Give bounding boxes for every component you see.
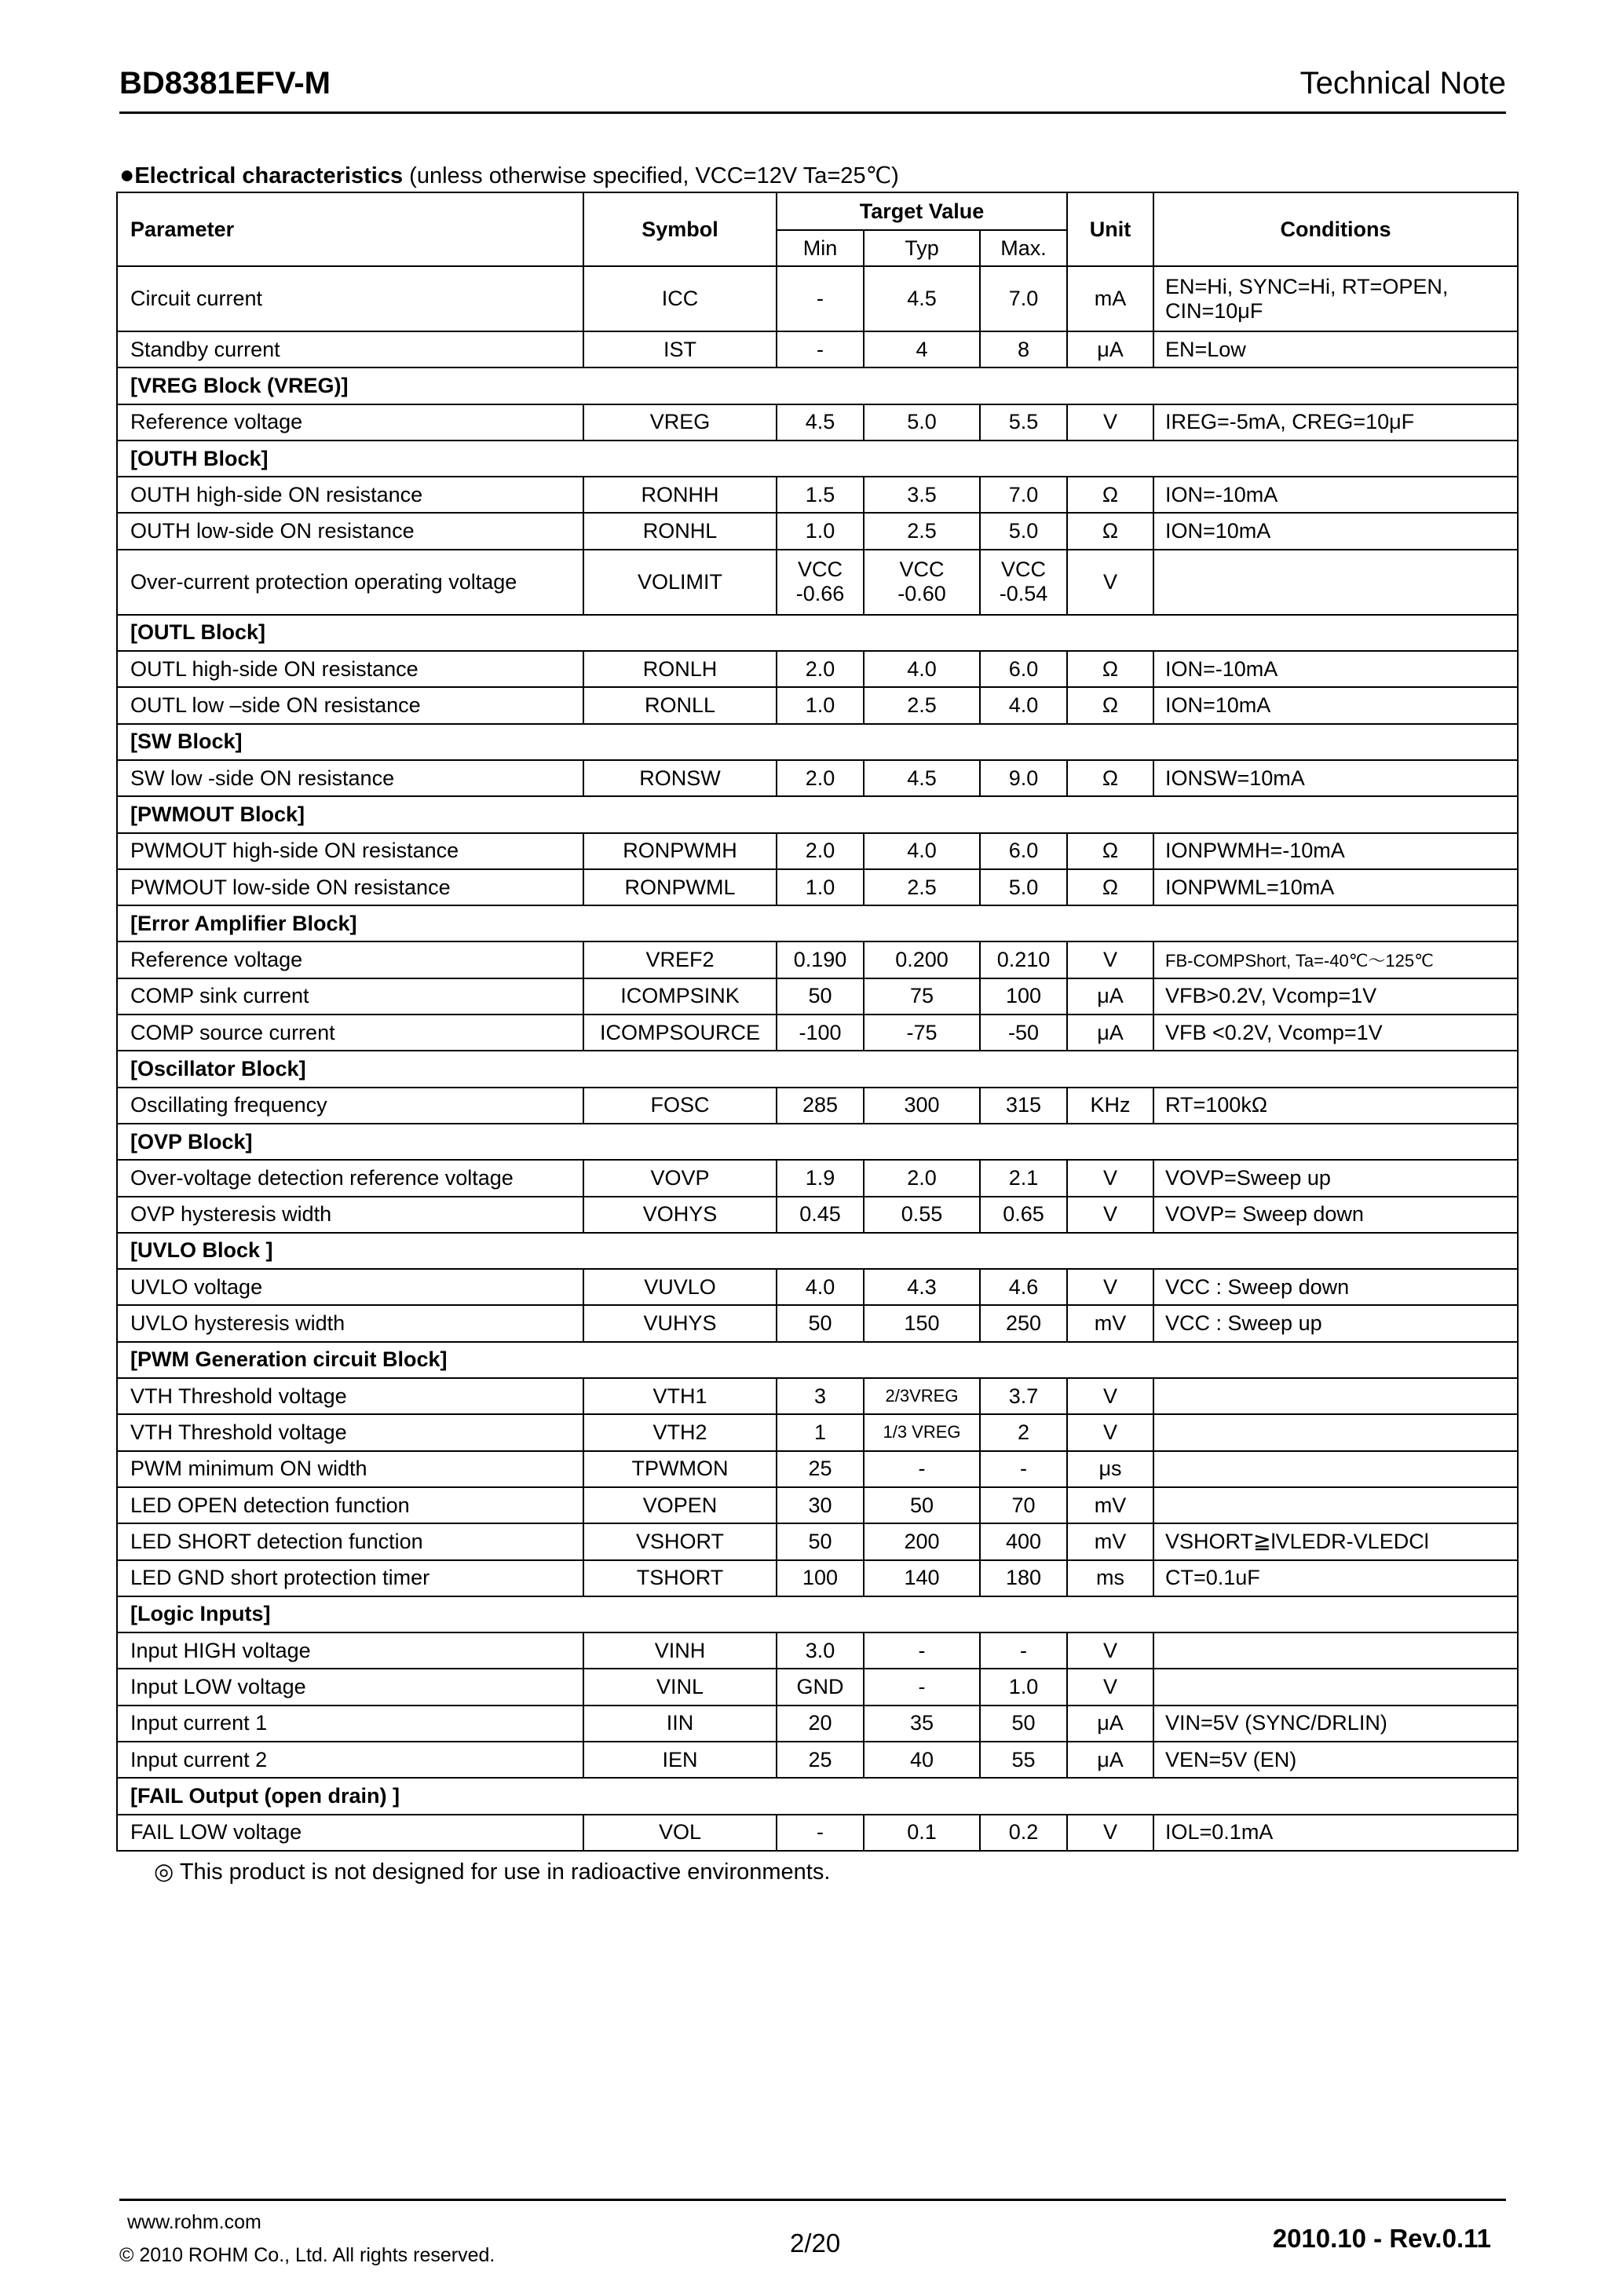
- max-value: VCC: [1000, 558, 1046, 582]
- symbol-cell: RONLH: [583, 651, 777, 687]
- block-header-row: [117, 1124, 1518, 1160]
- min-cell: GND: [777, 1669, 864, 1705]
- min-cell: -100: [777, 1015, 864, 1051]
- typ-cell: -: [864, 1632, 980, 1669]
- typ-cell: 0.55: [864, 1197, 980, 1233]
- typ-cell: [864, 550, 980, 615]
- max-cell: 2.1: [980, 1160, 1067, 1196]
- unit-cell: V: [1067, 1414, 1153, 1450]
- min-cell: 50: [777, 978, 864, 1015]
- max-cell: 100: [980, 978, 1067, 1015]
- max-cell: 55: [980, 1742, 1067, 1778]
- symbol-cell: VTH2: [583, 1414, 777, 1450]
- block-title: [OVP Block]: [117, 1124, 1518, 1160]
- conditions-cell: FB-COMPShort, Ta=-40℃～125℃: [1153, 941, 1518, 978]
- table-row: [117, 1269, 1518, 1305]
- min-cell: 2.0: [777, 833, 864, 869]
- max-cell: 7.0: [980, 477, 1067, 513]
- max-cell: 5.0: [980, 869, 1067, 905]
- block-title: [Logic Inputs]: [117, 1596, 1518, 1632]
- symbol-cell: VINL: [583, 1669, 777, 1705]
- typ-cell: 4.3: [864, 1269, 980, 1305]
- typ-cell: -: [864, 1669, 980, 1705]
- unit-cell: mA: [1067, 266, 1153, 331]
- conditions-cell: VFB>0.2V, Vcomp=1V: [1153, 978, 1518, 1015]
- symbol-cell: RONPWML: [583, 869, 777, 905]
- max-cell: 9.0: [980, 760, 1067, 796]
- block-header-row: [117, 1051, 1518, 1087]
- min-cell: 1.5: [777, 477, 864, 513]
- max-cell: 180: [980, 1560, 1067, 1596]
- parameter-cell: LED SHORT detection function: [117, 1523, 583, 1559]
- header-conditions: Conditions: [1153, 192, 1518, 266]
- parameter-cell: PWMOUT low-side ON resistance: [117, 869, 583, 905]
- parameter-cell: Circuit current: [117, 266, 583, 331]
- max-cell: 3.7: [980, 1378, 1067, 1414]
- table-row: [117, 1742, 1518, 1778]
- unit-cell: V: [1067, 1378, 1153, 1414]
- unit-cell: V: [1067, 1269, 1153, 1305]
- min-cell: -: [777, 1815, 864, 1851]
- unit-cell: V: [1067, 404, 1153, 441]
- parameter-cell: VTH Threshold voltage: [117, 1414, 583, 1450]
- typ-cell: 40: [864, 1742, 980, 1778]
- max-cell: 5.5: [980, 404, 1067, 441]
- min-cell: 1.0: [777, 869, 864, 905]
- max-cell: -: [980, 1632, 1067, 1669]
- symbol-cell: TPWMON: [583, 1451, 777, 1487]
- min-value: VCC: [797, 558, 843, 582]
- min-cell: 1: [777, 1414, 864, 1450]
- unit-cell: μA: [1067, 331, 1153, 367]
- table-row: [117, 1197, 1518, 1233]
- symbol-cell: VTH1: [583, 1378, 777, 1414]
- table-row: [117, 651, 1518, 687]
- min-cell: 3: [777, 1378, 864, 1414]
- conditions-cell: [1153, 1451, 1518, 1487]
- header-unit: Unit: [1067, 192, 1153, 266]
- block-title: [VREG Block (VREG)]: [117, 367, 1518, 404]
- min-cell: 4.5: [777, 404, 864, 441]
- block-header-row: [117, 724, 1518, 760]
- max-cell: [980, 550, 1067, 615]
- table-row: [117, 1451, 1518, 1487]
- symbol-cell: VUVLO: [583, 1269, 777, 1305]
- table-row: [117, 1815, 1518, 1851]
- block-header-row: [117, 1596, 1518, 1632]
- max-cell: 0.65: [980, 1197, 1067, 1233]
- symbol-cell: ICOMPSINK: [583, 978, 777, 1015]
- section-subtitle: (unless otherwise specified, VCC=12V Ta=25℃): [403, 163, 899, 188]
- conditions-cell: VCC : Sweep up: [1153, 1305, 1518, 1341]
- conditions-cell: [1153, 266, 1518, 331]
- min-cell: 285: [777, 1088, 864, 1124]
- table-row: [117, 404, 1518, 441]
- block-header-row: [117, 1778, 1518, 1814]
- symbol-cell: ICOMPSOURCE: [583, 1015, 777, 1051]
- unit-cell: μA: [1067, 1706, 1153, 1742]
- max-value-line2: -0.54: [999, 582, 1048, 606]
- section-title: [119, 160, 899, 189]
- max-cell: 4.6: [980, 1269, 1067, 1305]
- conditions-cell: [1153, 1632, 1518, 1669]
- symbol-cell: IEN: [583, 1742, 777, 1778]
- part-number: BD8381EFV-M: [119, 66, 331, 101]
- symbol-cell: ICC: [583, 266, 777, 331]
- typ-cell: 35: [864, 1706, 980, 1742]
- min-cell: 3.0: [777, 1632, 864, 1669]
- table-row: [117, 1706, 1518, 1742]
- unit-cell: mV: [1067, 1523, 1153, 1559]
- max-cell: 50: [980, 1706, 1067, 1742]
- section-heading: Electrical characteristics: [134, 163, 404, 188]
- unit-cell: ms: [1067, 1560, 1153, 1596]
- unit-cell: Ω: [1067, 869, 1153, 905]
- typ-cell: 150: [864, 1305, 980, 1341]
- parameter-cell: Input HIGH voltage: [117, 1632, 583, 1669]
- min-cell: 25: [777, 1742, 864, 1778]
- parameter-cell: Standby current: [117, 331, 583, 367]
- unit-cell: V: [1067, 550, 1153, 615]
- typ-cell: 50: [864, 1487, 980, 1523]
- table-row: [117, 513, 1518, 549]
- typ-value-line2: -0.60: [897, 582, 946, 606]
- symbol-cell: VREF2: [583, 941, 777, 978]
- typ-cell: 75: [864, 978, 980, 1015]
- parameter-cell: LED OPEN detection function: [117, 1487, 583, 1523]
- block-title: [Oscillator Block]: [117, 1051, 1518, 1087]
- typ-cell: 4.5: [864, 760, 980, 796]
- min-cell: 1.0: [777, 513, 864, 549]
- typ-cell: 1/3 VREG: [864, 1414, 980, 1450]
- footer-rule: [119, 2199, 1506, 2201]
- min-cell: -: [777, 331, 864, 367]
- conditions-cell: VIN=5V (SYNC/DRLIN): [1153, 1706, 1518, 1742]
- block-header-row: [117, 367, 1518, 404]
- table-row: [117, 1305, 1518, 1341]
- symbol-cell: VOPEN: [583, 1487, 777, 1523]
- block-title: [PWMOUT Block]: [117, 796, 1518, 832]
- table-row: [117, 1088, 1518, 1124]
- typ-cell: 4.0: [864, 833, 980, 869]
- unit-cell: V: [1067, 1815, 1153, 1851]
- unit-cell: Ω: [1067, 687, 1153, 723]
- header-symbol: Symbol: [583, 192, 777, 266]
- max-cell: 4.0: [980, 687, 1067, 723]
- conditions-cell: EN=Low: [1153, 331, 1518, 367]
- typ-cell: -75: [864, 1015, 980, 1051]
- min-cell: 4.0: [777, 1269, 864, 1305]
- max-cell: -50: [980, 1015, 1067, 1051]
- unit-cell: V: [1067, 1197, 1153, 1233]
- typ-cell: 4.0: [864, 651, 980, 687]
- typ-cell: 2.5: [864, 687, 980, 723]
- unit-cell: mV: [1067, 1305, 1153, 1341]
- block-title: [OUTL Block]: [117, 615, 1518, 651]
- unit-cell: V: [1067, 1632, 1153, 1669]
- conditions-cell: [1153, 1378, 1518, 1414]
- conditions-cell: ION=10mA: [1153, 687, 1518, 723]
- typ-value: VCC: [899, 558, 945, 582]
- parameter-cell: LED GND short protection timer: [117, 1560, 583, 1596]
- typ-cell: 0.1: [864, 1815, 980, 1851]
- table-row: [117, 833, 1518, 869]
- typ-cell: 3.5: [864, 477, 980, 513]
- conditions-cell: VEN=5V (EN): [1153, 1742, 1518, 1778]
- block-title: [UVLO Block ]: [117, 1233, 1518, 1269]
- parameter-cell: Reference voltage: [117, 404, 583, 441]
- header-rule: [119, 112, 1506, 114]
- conditions-cell: ION=-10mA: [1153, 651, 1518, 687]
- unit-cell: V: [1067, 1669, 1153, 1705]
- max-cell: 6.0: [980, 651, 1067, 687]
- unit-cell: Ω: [1067, 477, 1153, 513]
- max-cell: -: [980, 1451, 1067, 1487]
- max-cell: 8: [980, 331, 1067, 367]
- unit-cell: mV: [1067, 1487, 1153, 1523]
- typ-cell: 2.0: [864, 1160, 980, 1196]
- typ-cell: 2.5: [864, 513, 980, 549]
- electrical-characteristics-table: [116, 192, 1519, 1852]
- parameter-cell: OVP hysteresis width: [117, 1197, 583, 1233]
- parameter-cell: FAIL LOW voltage: [117, 1815, 583, 1851]
- symbol-cell: RONLL: [583, 687, 777, 723]
- footer-url[interactable]: www.rohm.com: [127, 2211, 261, 2233]
- header-parameter: Parameter: [117, 192, 583, 266]
- parameter-cell: OUTL high-side ON resistance: [117, 651, 583, 687]
- symbol-cell: VOLIMIT: [583, 550, 777, 615]
- block-title: [FAIL Output (open drain) ]: [117, 1778, 1518, 1814]
- symbol-cell: RONPWMH: [583, 833, 777, 869]
- table-row: [117, 687, 1518, 723]
- unit-cell: Ω: [1067, 760, 1153, 796]
- max-cell: 1.0: [980, 1669, 1067, 1705]
- table-row: [117, 1669, 1518, 1705]
- table-row: [117, 477, 1518, 513]
- symbol-cell: RONSW: [583, 760, 777, 796]
- typ-cell: 2.5: [864, 869, 980, 905]
- header-min: Min: [777, 230, 864, 266]
- unit-cell: Ω: [1067, 651, 1153, 687]
- table-row: [117, 978, 1518, 1015]
- max-cell: 0.2: [980, 1815, 1067, 1851]
- block-header-row: [117, 1342, 1518, 1378]
- parameter-cell: OUTL low –side ON resistance: [117, 687, 583, 723]
- table-row: [117, 1560, 1518, 1596]
- min-cell: 30: [777, 1487, 864, 1523]
- unit-cell: Ω: [1067, 513, 1153, 549]
- min-value-line2: -0.66: [795, 582, 845, 606]
- symbol-cell: IST: [583, 331, 777, 367]
- min-cell: 1.0: [777, 687, 864, 723]
- header-max: Max.: [980, 230, 1067, 266]
- condition-line1: EN=Hi, SYNC=Hi, RT=OPEN,: [1165, 274, 1449, 298]
- parameter-cell: COMP source current: [117, 1015, 583, 1051]
- condition-line2: CIN=10μF: [1165, 298, 1263, 323]
- unit-cell: Ω: [1067, 833, 1153, 869]
- min-cell: -: [777, 266, 864, 331]
- conditions-cell: RT=100kΩ: [1153, 1088, 1518, 1124]
- typ-cell: 300: [864, 1088, 980, 1124]
- min-cell: 100: [777, 1560, 864, 1596]
- table-row: [117, 550, 1518, 615]
- block-header-row: [117, 905, 1518, 941]
- max-cell: 2: [980, 1414, 1067, 1450]
- parameter-cell: Oscillating frequency: [117, 1088, 583, 1124]
- page-number: 2/20: [790, 2228, 841, 2258]
- unit-cell: μA: [1067, 1742, 1153, 1778]
- min-cell: 0.45: [777, 1197, 864, 1233]
- table-row: [117, 1632, 1518, 1669]
- symbol-cell: VINH: [583, 1632, 777, 1669]
- table-row: [117, 1160, 1518, 1196]
- parameter-cell: Over-current protection operating voltage: [117, 550, 583, 615]
- max-cell: 70: [980, 1487, 1067, 1523]
- conditions-cell: IOL=0.1mA: [1153, 1815, 1518, 1851]
- symbol-cell: RONHH: [583, 477, 777, 513]
- parameter-cell: VTH Threshold voltage: [117, 1378, 583, 1414]
- unit-cell: V: [1067, 1160, 1153, 1196]
- max-cell: 7.0: [980, 266, 1067, 331]
- conditions-cell: IONPWMH=-10mA: [1153, 833, 1518, 869]
- block-title: [PWM Generation circuit Block]: [117, 1342, 1518, 1378]
- table-row: [117, 869, 1518, 905]
- table-row: [117, 1414, 1518, 1450]
- block-title: [Error Amplifier Block]: [117, 905, 1518, 941]
- bullet-icon: ●: [119, 160, 135, 188]
- conditions-cell: VCC : Sweep down: [1153, 1269, 1518, 1305]
- unit-cell: μA: [1067, 978, 1153, 1015]
- symbol-cell: VUHYS: [583, 1305, 777, 1341]
- conditions-cell: [1153, 1487, 1518, 1523]
- unit-cell: KHz: [1067, 1088, 1153, 1124]
- typ-cell: 140: [864, 1560, 980, 1596]
- parameter-cell: Over-voltage detection reference voltage: [117, 1160, 583, 1196]
- min-cell: 50: [777, 1305, 864, 1341]
- conditions-cell: [1153, 1669, 1518, 1705]
- max-cell: 315: [980, 1088, 1067, 1124]
- unit-cell: μs: [1067, 1451, 1153, 1487]
- conditions-cell: IREG=-5mA, CREG=10μF: [1153, 404, 1518, 441]
- parameter-cell: Reference voltage: [117, 941, 583, 978]
- symbol-cell: FOSC: [583, 1088, 777, 1124]
- typ-cell: 0.200: [864, 941, 980, 978]
- document-type: Technical Note: [1299, 66, 1506, 101]
- parameter-cell: Input current 2: [117, 1742, 583, 1778]
- max-cell: 400: [980, 1523, 1067, 1559]
- parameter-cell: PWMOUT high-side ON resistance: [117, 833, 583, 869]
- table-row: [117, 1523, 1518, 1559]
- parameter-cell: PWM minimum ON width: [117, 1451, 583, 1487]
- symbol-cell: VREG: [583, 404, 777, 441]
- block-header-row: [117, 1233, 1518, 1269]
- parameter-cell: UVLO hysteresis width: [117, 1305, 583, 1341]
- min-cell: [777, 550, 864, 615]
- typ-cell: 2/3VREG: [864, 1378, 980, 1414]
- block-header-row: [117, 441, 1518, 477]
- min-cell: 20: [777, 1706, 864, 1742]
- conditions-cell: ION=10mA: [1153, 513, 1518, 549]
- conditions-cell: VSHORT≧lVLEDR-VLEDCl: [1153, 1523, 1518, 1559]
- footer-copyright: © 2010 ROHM Co., Ltd. All rights reserved.: [119, 2244, 495, 2266]
- block-header-row: [117, 796, 1518, 832]
- conditions-cell: [1153, 1414, 1518, 1450]
- parameter-cell: SW low -side ON resistance: [117, 760, 583, 796]
- radiation-note: ◎ This product is not designed for use in radioactive environments.: [154, 1859, 831, 1885]
- header-target-value: Target Value: [777, 192, 1067, 230]
- table-row: [117, 1378, 1518, 1414]
- unit-cell: μA: [1067, 1015, 1153, 1051]
- symbol-cell: VSHORT: [583, 1523, 777, 1559]
- conditions-cell: IONSW=10mA: [1153, 760, 1518, 796]
- parameter-cell: Input current 1: [117, 1706, 583, 1742]
- block-title: [OUTH Block]: [117, 441, 1518, 477]
- min-cell: 2.0: [777, 651, 864, 687]
- symbol-cell: VOL: [583, 1815, 777, 1851]
- typ-cell: 200: [864, 1523, 980, 1559]
- table-row: [117, 760, 1518, 796]
- conditions-cell: VFB <0.2V, Vcomp=1V: [1153, 1015, 1518, 1051]
- min-cell: 0.190: [777, 941, 864, 978]
- symbol-cell: TSHORT: [583, 1560, 777, 1596]
- symbol-cell: VOHYS: [583, 1197, 777, 1233]
- typ-cell: 5.0: [864, 404, 980, 441]
- max-cell: 250: [980, 1305, 1067, 1341]
- min-cell: 25: [777, 1451, 864, 1487]
- header-typ: Typ: [864, 230, 980, 266]
- parameter-cell: Input LOW voltage: [117, 1669, 583, 1705]
- conditions-cell: CT=0.1uF: [1153, 1560, 1518, 1596]
- max-cell: 0.210: [980, 941, 1067, 978]
- parameter-cell: OUTH low-side ON resistance: [117, 513, 583, 549]
- symbol-cell: RONHL: [583, 513, 777, 549]
- typ-cell: -: [864, 1451, 980, 1487]
- table-row: [117, 266, 1518, 331]
- parameter-cell: COMP sink current: [117, 978, 583, 1015]
- typ-cell: 4: [864, 331, 980, 367]
- parameter-cell: OUTH high-side ON resistance: [117, 477, 583, 513]
- conditions-cell: ION=-10mA: [1153, 477, 1518, 513]
- conditions-cell: [1153, 550, 1518, 615]
- table-row: [117, 941, 1518, 978]
- min-cell: 50: [777, 1523, 864, 1559]
- conditions-cell: VOVP= Sweep down: [1153, 1197, 1518, 1233]
- min-cell: 2.0: [777, 760, 864, 796]
- block-title: [SW Block]: [117, 724, 1518, 760]
- typ-cell: 4.5: [864, 266, 980, 331]
- conditions-cell: IONPWML=10mA: [1153, 869, 1518, 905]
- conditions-cell: VOVP=Sweep up: [1153, 1160, 1518, 1196]
- symbol-cell: VOVP: [583, 1160, 777, 1196]
- revision: 2010.10 - Rev.0.11: [1272, 2224, 1491, 2253]
- table-row: [117, 331, 1518, 367]
- max-cell: 5.0: [980, 513, 1067, 549]
- table-row: [117, 1015, 1518, 1051]
- parameter-cell: UVLO voltage: [117, 1269, 583, 1305]
- symbol-cell: IIN: [583, 1706, 777, 1742]
- min-cell: 1.9: [777, 1160, 864, 1196]
- unit-cell: V: [1067, 941, 1153, 978]
- max-cell: 6.0: [980, 833, 1067, 869]
- table-row: [117, 1487, 1518, 1523]
- block-header-row: [117, 615, 1518, 651]
